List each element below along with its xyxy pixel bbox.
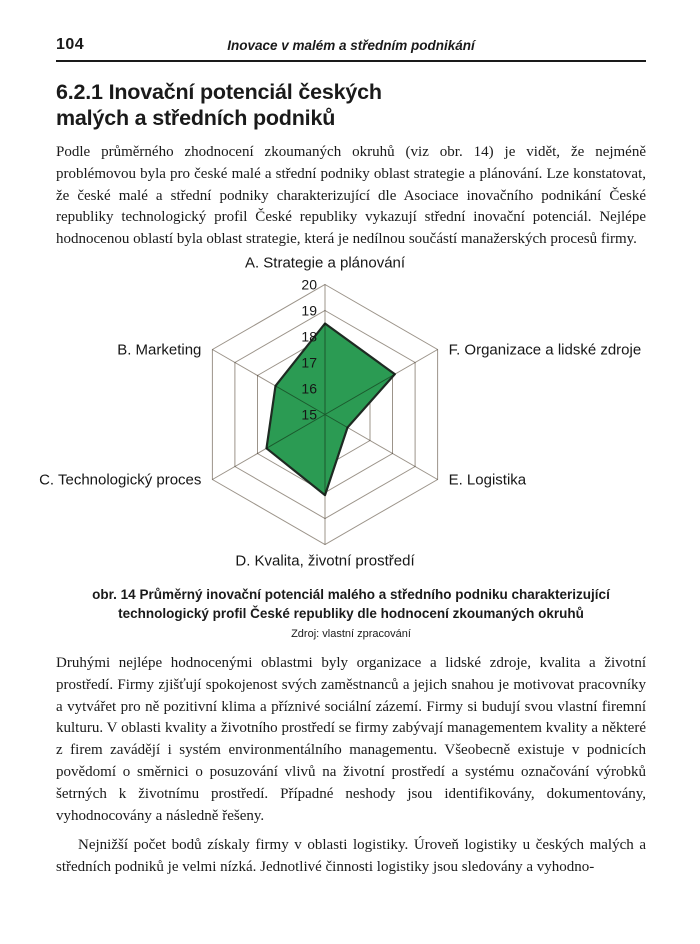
svg-text:18: 18 (301, 328, 317, 345)
svg-text:15: 15 (301, 406, 317, 423)
svg-text:19: 19 (301, 302, 317, 319)
paragraph-second: Druhými nejlépe hodnocenými oblastmi byly organizace a lidské zdroje, kvalita a životní prostředí. Firmy zjišťují spokojenost svých zaměstnanců a jejich snahou je motivovat pracovníky a vytvářet pro ně pozitivní klima a příznivé sociální zázemí. Firmy si budují svou vlastní firemní kulturu. V oblasti kvality a životního prostředí se firmy zabývají managementem kvality a některé z firem zavádějí i systém environmentálního managementu. Všeobecně existuje v podnicích povědomí o směrnici o posuzování vlivů na životní prostředí a systému označování výrobků šetrných k životnímu prostředí. Případné neshody jsou identifikovány, dokumentovány, vyhodnocovány a následně řešeny. (56, 654, 646, 824)
caption-label: obr. 14 (92, 586, 136, 602)
svg-text:E. Logistika: E. Logistika (448, 471, 527, 489)
header-rule (56, 60, 646, 62)
figure-chart-area (0, 251, 700, 581)
paragraph-intro: Podle průměrného zhodnocení zkoumaných okruhů (viz obr. 14) je vidět, že nejméně problémovou byla pro české malé a střední podniky oblast strategie a plánování. Lze konstatovat, že české malé a střední podniky charakterizující dle Asociace inovačního podnikání České republiky technologický profil České republiky vykazují střední inovační potenciál. Nejlépe hodnocenou oblastí byla oblast strategie, která je nedílnou součástí manažerských procesů firmy. (56, 144, 646, 248)
page-number: 104 (56, 36, 85, 53)
svg-text:17: 17 (301, 354, 317, 371)
svg-text:C. Technologický proces: C. Technologický proces (39, 471, 202, 489)
svg-text:F. Organizace a lidské zdroje: F. Organizace a lidské zdroje (448, 341, 642, 359)
paragraph-third: Nejnižší počet bodů získaly firmy v oblasti logistiky. Úroveň logistiky u českých malých a středních podniků je velmi nízká. Jednotlivé činnosti logistiky jsou sledovány a vyhodno- (56, 837, 646, 876)
svg-text:D. Kvalita, životní prostředí: D. Kvalita, životní prostředí (235, 552, 415, 570)
source-note: Zdroj: vlastní zpracování (291, 627, 411, 640)
section-heading (56, 79, 646, 131)
radar-chart (0, 251, 700, 581)
section-heading-line1: 6.2.1 Inovační potenciál českých (56, 80, 382, 104)
svg-text:20: 20 (301, 276, 317, 293)
figure-caption (71, 585, 631, 623)
svg-text:16: 16 (301, 380, 317, 397)
caption-text: Průměrný inovační potenciál malého a středního podniku charakterizující technologický profil České republiky dle hodnocení zkoumaných okruhů (118, 586, 610, 621)
running-title: Inovace v malém a středním podnikání (227, 38, 475, 53)
svg-text:B. Marketing: B. Marketing (117, 341, 202, 359)
svg-text:A. Strategie a plánování: A. Strategie a plánování (244, 254, 406, 272)
page-header (56, 0, 646, 54)
section-heading-line2: malých a středních podniků (56, 106, 336, 130)
